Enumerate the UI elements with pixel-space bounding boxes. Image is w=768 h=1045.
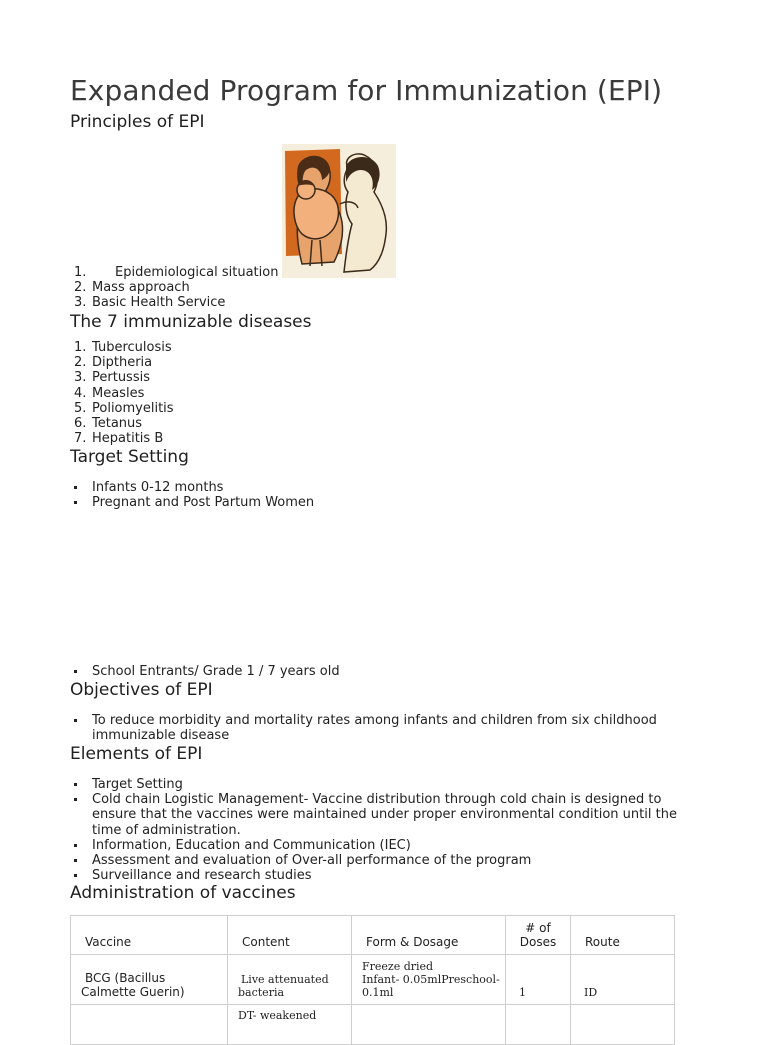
bullet-icon xyxy=(74,859,77,862)
col-header-content: Content xyxy=(228,916,352,955)
list-item: Information, Education and Communication (IEC) xyxy=(74,838,694,853)
diseases-heading: The 7 immunizable diseases xyxy=(70,312,312,332)
col-header-route: Route xyxy=(571,916,675,955)
cell-doses: 1 xyxy=(506,955,571,1005)
cell-content: Live attenuated bacteria xyxy=(228,955,352,1005)
table-row xyxy=(71,955,675,1005)
target-heading: Target Setting xyxy=(70,447,189,467)
list-item: Pregnant and Post Partum Women xyxy=(74,495,694,510)
list-item: 7. Hepatitis B xyxy=(74,431,164,447)
list-item: Target Setting xyxy=(74,777,694,792)
list-item: 4. Measles xyxy=(74,385,145,401)
target-list-continued xyxy=(74,664,694,679)
col-header-doses: # of Doses xyxy=(506,916,571,955)
list-item: 3. Basic Health Service xyxy=(74,295,226,311)
table-header-row xyxy=(71,916,675,955)
list-item: To reduce morbidity and mortality rates among infants and children from six childhood immunizable disease xyxy=(74,713,694,743)
list-item: Surveillance and research studies xyxy=(74,868,694,883)
list-item: 1. Tuberculosis xyxy=(74,340,172,355)
cell-form-dosage: Freeze dried Infant- 0.05mlPreschool- 0.1ml xyxy=(352,955,506,1005)
bullet-icon xyxy=(74,719,77,722)
bullet-icon xyxy=(74,501,77,504)
list-item: 1. Epidemiological situation xyxy=(74,265,279,280)
principles-list xyxy=(74,265,278,311)
list-item: 2. Diptheria xyxy=(74,355,153,371)
mother-child-illustration xyxy=(282,144,396,278)
list-item: 6. Tetanus xyxy=(74,416,143,432)
bullet-icon xyxy=(74,798,77,801)
bullet-icon xyxy=(74,874,77,877)
bullet-icon xyxy=(74,783,77,786)
col-header-form-dosage: Form & Dosage xyxy=(352,916,506,955)
list-item: School Entrants/ Grade 1 / 7 years old xyxy=(74,664,694,679)
elements-heading: Elements of EPI xyxy=(70,744,203,764)
bullet-icon xyxy=(74,844,77,847)
vaccine-table xyxy=(70,915,675,1045)
cell-vaccine: BCG (Bacillus Calmette Guerin) xyxy=(71,955,228,1005)
diseases-list xyxy=(74,340,174,446)
cell-route: ID xyxy=(571,955,675,1005)
list-item: 3. Pertussis xyxy=(74,370,150,386)
col-header-vaccine: Vaccine xyxy=(71,916,228,955)
list-item: 5. Poliomyelitis xyxy=(74,400,174,416)
cell-content: DT- weakened xyxy=(228,1005,352,1045)
bullet-icon xyxy=(74,486,77,489)
table-row xyxy=(71,1005,675,1045)
cell-vaccine xyxy=(71,1005,228,1045)
list-item: Assessment and evaluation of Over-all performance of the program xyxy=(74,853,694,868)
list-item: Cold chain Logistic Management- Vaccine distribution through cold chain is designed to ensure that the vaccines were maintained under proper environmental condition until the time of administration. xyxy=(74,792,694,838)
objectives-heading: Objectives of EPI xyxy=(70,680,213,700)
administration-heading: Administration of vaccines xyxy=(70,883,296,903)
principles-heading: Principles of EPI xyxy=(70,112,205,132)
list-item: Infants 0-12 months xyxy=(74,480,694,495)
objectives-list xyxy=(74,713,694,743)
cell-doses xyxy=(506,1005,571,1045)
list-item: 2. Mass approach xyxy=(74,280,190,296)
page-title: Expanded Program for Immunization (EPI) xyxy=(70,74,663,107)
cell-route xyxy=(571,1005,675,1045)
bullet-icon xyxy=(74,670,77,673)
target-list xyxy=(74,480,694,510)
elements-list xyxy=(74,777,694,883)
cell-form-dosage xyxy=(352,1005,506,1045)
